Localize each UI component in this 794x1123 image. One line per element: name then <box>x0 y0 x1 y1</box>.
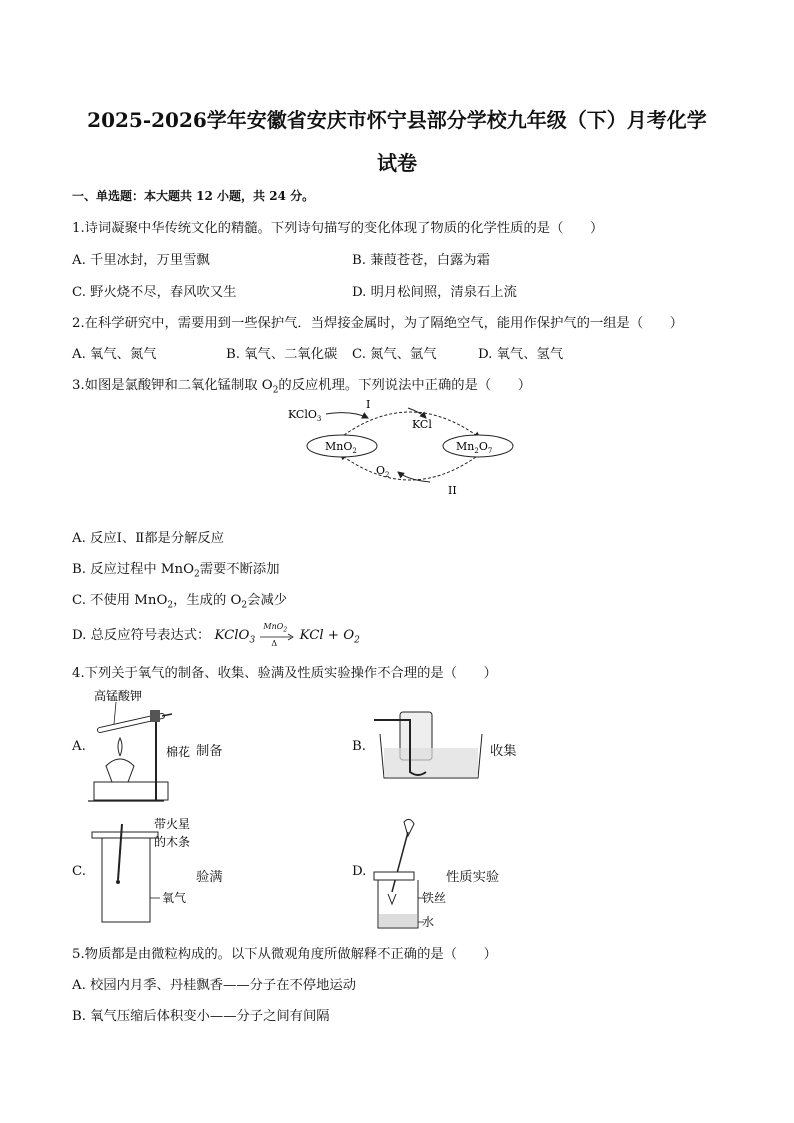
mno2-label: MnO$_2$ <box>325 440 357 455</box>
tongs <box>404 819 414 836</box>
label-splint: 的木条 <box>154 835 191 849</box>
label-water: 水 <box>422 915 435 929</box>
arrow-reaction-i <box>340 412 480 438</box>
q2-option-c: C. 氮气、氩气 <box>352 347 437 362</box>
jar-body <box>102 838 150 922</box>
q4-option-b-label: 收集 <box>490 744 517 759</box>
mn2o7-label: $Mn_2O_7$ <box>456 440 493 455</box>
label-ii: II <box>448 484 457 497</box>
label-oxygen: 氧气 <box>162 891 187 905</box>
q5-stem: 5.物质都是由微粒构成的。以下从微观角度所做解释不正确的是（ ） <box>72 947 497 962</box>
equation-rhs: KCl + $O_2$ <box>299 628 360 646</box>
o2-output-arrow <box>398 472 430 482</box>
exam-title-line1: 2025-2026学年安徽省安庆市怀宁县部分学校九年级（下）月考化学 <box>87 108 707 132</box>
wire-tip <box>388 894 396 904</box>
kcl-label: KCl <box>412 418 432 431</box>
alcohol-lamp <box>106 759 134 782</box>
label-cotton: 棉花 <box>166 745 191 759</box>
iron-wire <box>392 832 408 892</box>
glass-plate <box>92 832 158 838</box>
q2-option-a: A. 氧气、氮气 <box>72 347 157 362</box>
iron-burning-figure <box>368 814 448 934</box>
q4-option-c-letter: C. <box>72 864 86 879</box>
q1-option-c: C. 野火烧不尽，春风吹又生 <box>72 285 237 300</box>
q1-option-a: A. 千里冰封，万里雪飘 <box>72 253 210 268</box>
flame-icon <box>118 738 122 756</box>
q1-option-b: B. 蒹葭苍苍，白露为霜 <box>352 253 490 268</box>
q2-option-d: D. 氧气、氢气 <box>478 347 564 362</box>
label-potassium-permanganate: 高锰酸钾 <box>94 689 143 703</box>
q2-option-b: B. 氧气、二氧化碳 <box>226 347 338 362</box>
q5-option-a: A. 校园内月季、丹桂飘香——分子在不停地运动 <box>72 978 356 993</box>
o2-label: $O_2$ <box>376 464 390 479</box>
reaction-cycle-diagram <box>280 396 520 500</box>
q3-option-d: D. 总反应符号表达式： KClO$_3$ MnO$_2$ Δ KCl + $O_2$ <box>72 621 360 648</box>
label-iron-wire: 铁丝 <box>422 891 447 905</box>
q4-option-a-label: 制备 <box>196 744 223 759</box>
equation-arrow <box>259 621 295 648</box>
section-heading: 一、单选题：本大题共 12 小题，共 24 分。 <box>72 189 315 203</box>
catalyst-label: MnO$_2$ <box>263 621 288 634</box>
q1-stem: 1.诗词凝聚中华传统文化的精髓。下列诗句描写的变化体现了物质的化学性质的是（ ） <box>72 221 604 236</box>
arrow-reaction-ii <box>340 454 480 480</box>
label-glowing: 带火星 <box>154 817 191 831</box>
q4-option-a-letter: A. <box>72 739 86 754</box>
q1-option-d: D. 明月松间照，清泉石上流 <box>352 285 517 300</box>
water-collection-figure <box>370 708 488 784</box>
label-i: I <box>366 398 371 411</box>
q2-stem: 2.在科学研究中，需要用到一些保护气．当焊接金属时，为了隔绝空气，能用作保护气的一组是（ ） <box>72 316 684 331</box>
clamp <box>150 710 160 722</box>
kclo3-label: KClO$_3$ <box>288 408 322 423</box>
heating-apparatus-figure <box>86 686 196 806</box>
q3-stem: 3.如图是氯酸钾和二氧化锰制取 $O_2$的反应机理。下列说法中正确的是（ ） <box>72 378 532 396</box>
exam-title-line2: 试卷 <box>377 151 417 175</box>
kcl-output-arrow <box>408 408 426 418</box>
q4-option-d-label: 性质实验 <box>446 870 500 885</box>
water <box>384 748 478 777</box>
q4-option-c-label: 验满 <box>196 870 223 885</box>
heat-label: Δ <box>271 638 278 648</box>
q4-option-d-letter: D. <box>352 864 367 879</box>
q4-option-b-letter: B. <box>352 739 366 754</box>
q5-option-b: B. 氧气压缩后体积变小——分子之间有间隔 <box>72 1009 330 1024</box>
kclo3-input-arrow <box>326 413 368 418</box>
water <box>379 914 417 927</box>
q4-stem: 4.下列关于氧气的制备、收集、验满及性质实验操作不合理的是（ ） <box>72 666 497 681</box>
q3-option-a: A. 反应Ⅰ、Ⅱ都是分解反应 <box>72 531 225 546</box>
q3-option-b: B. 反应过程中 MnO$_2$需要不断添加 <box>72 562 280 580</box>
q3-option-c: C. 不使用 MnO$_2$，生成的 $O_2$会减少 <box>72 593 288 611</box>
jar-neck <box>374 872 414 880</box>
equation-lhs: KClO$_3$ <box>214 628 256 646</box>
gas-jar-test-figure <box>88 814 208 930</box>
